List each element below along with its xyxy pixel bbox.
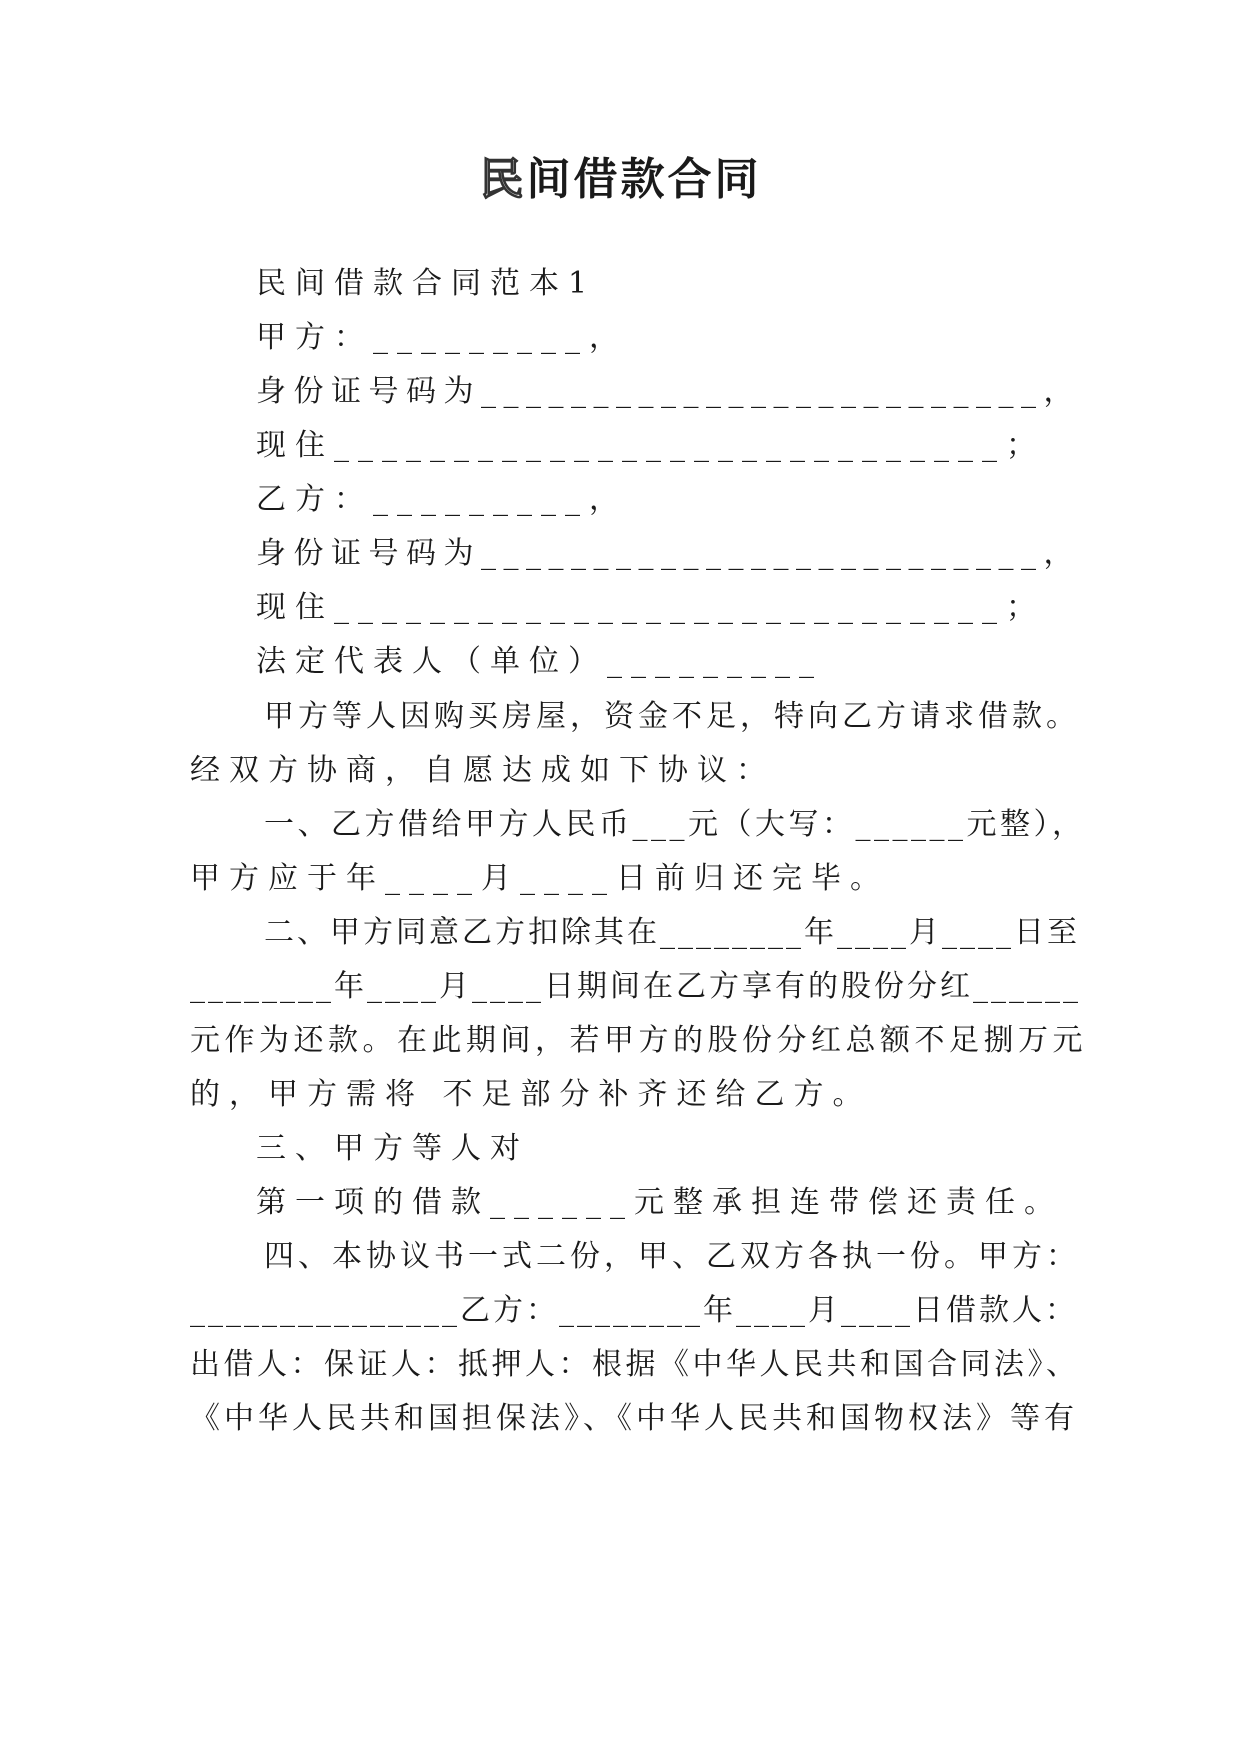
clause-three-line: 三、甲方等人对 xyxy=(256,1131,529,1166)
clause-one-line: 甲方应于年____月____日前归还完毕。 xyxy=(190,861,889,896)
clause-one-line: 一、乙方借给甲方人民币___元（大写：______元整）， xyxy=(264,807,1086,842)
party-b-id-line: 身份证号码为_________________________， xyxy=(256,536,1081,571)
clause-two-line: 二、甲方同意乙方扣除其在________年____月____日至 xyxy=(264,915,1080,950)
signatories-line: 出借人：保证人：抵押人：根据《中华人民共和国合同法》、 xyxy=(190,1347,1080,1382)
party-a-line: 甲方：_________， xyxy=(256,320,628,355)
party-a-address-line: 现住____________________________； xyxy=(256,428,1045,463)
party-a-id-line: 身份证号码为_________________________， xyxy=(256,374,1081,409)
signature-line: _______________乙方：________年____月____日借款人： xyxy=(190,1293,1078,1328)
body-paragraph-line: 甲方等人因购买房屋，资金不足，特向乙方请求借款。 xyxy=(264,699,1080,734)
legal-representative-line: 法定代表人（单位）_________ xyxy=(256,644,823,679)
title-first-char: 民 xyxy=(479,154,527,205)
party-b-address-line: 现住____________________________； xyxy=(256,590,1045,625)
legal-basis-line: 《中华人民共和国担保法》、《中华人民共和国物权法》等有 xyxy=(190,1401,1078,1436)
party-b-line: 乙方：_________， xyxy=(256,482,628,517)
paragraph-heading: 民间借款合同范本1 xyxy=(256,266,597,301)
clause-three-line: 第一项的借款______元整承担连带偿还责任。 xyxy=(256,1185,1063,1220)
body-paragraph-line: 经双方协商，自愿达成如下协议： xyxy=(190,753,775,788)
clause-four-line: 四、本协议书一式二份，甲、乙双方各执一份。甲方： xyxy=(264,1239,1080,1274)
document-title xyxy=(0,150,1241,210)
clause-two-line: ________年____月____日期间在乙方享有的股份分红______ xyxy=(190,969,1081,1004)
clause-two-line: 元作为还款。在此期间，若甲方的股份分红总额不足捌万元 xyxy=(190,1023,1087,1058)
clause-two-line: 的，甲方需将 不足部分补齐还给乙方。 xyxy=(190,1077,872,1112)
title-rest: 间借款合同 xyxy=(526,154,762,205)
